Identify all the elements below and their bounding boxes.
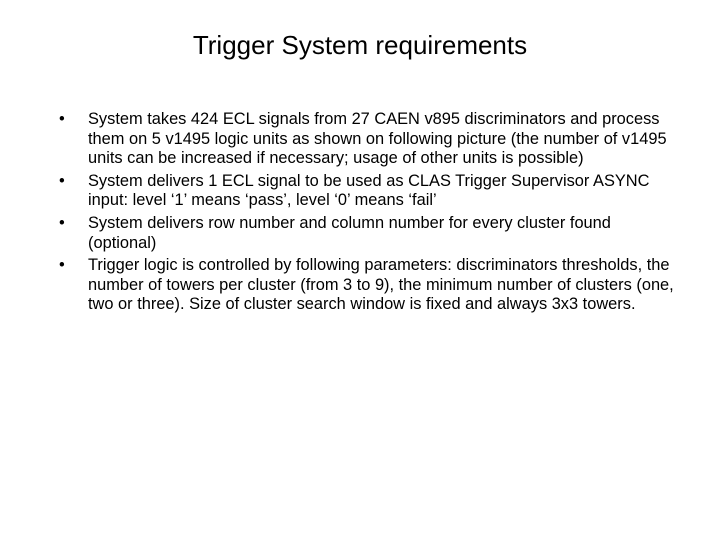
bullet-item [56, 110, 676, 169]
bullet-item [56, 172, 676, 211]
bullet-item [56, 214, 676, 253]
slide-title: Trigger System requirements [192, 30, 528, 60]
bullet-icon: • [59, 171, 65, 190]
bullet-list [56, 110, 676, 318]
bullet-item [56, 256, 676, 315]
bullet-icon: • [59, 213, 65, 232]
bullet-text: Trigger logic is controlled by following parameters: discriminators thresholds, the number of towers per cluster (from 3 to 9), the minimum number of clusters (one, two or three). Size of cluster search window is fixed and always 3x3 towers. [88, 256, 674, 314]
bullet-icon: • [59, 256, 65, 275]
bullet-text: System delivers row number and column number for every cluster found (optional) [88, 213, 611, 252]
bullet-text: System delivers 1 ECL signal to be used as CLAS Trigger Supervisor ASYNC input: level ‘1’ means ‘pass’, level ‘0’ means ‘fail’ [88, 171, 650, 210]
bullet-text: System takes 424 ECL signals from 27 CAEN v895 discriminators and process them on 5 v1495 logic units as shown on following picture (the number of v1495 units can be increased if necessary; usage of other units is possible) [88, 110, 667, 168]
bullet-icon: • [59, 110, 65, 128]
